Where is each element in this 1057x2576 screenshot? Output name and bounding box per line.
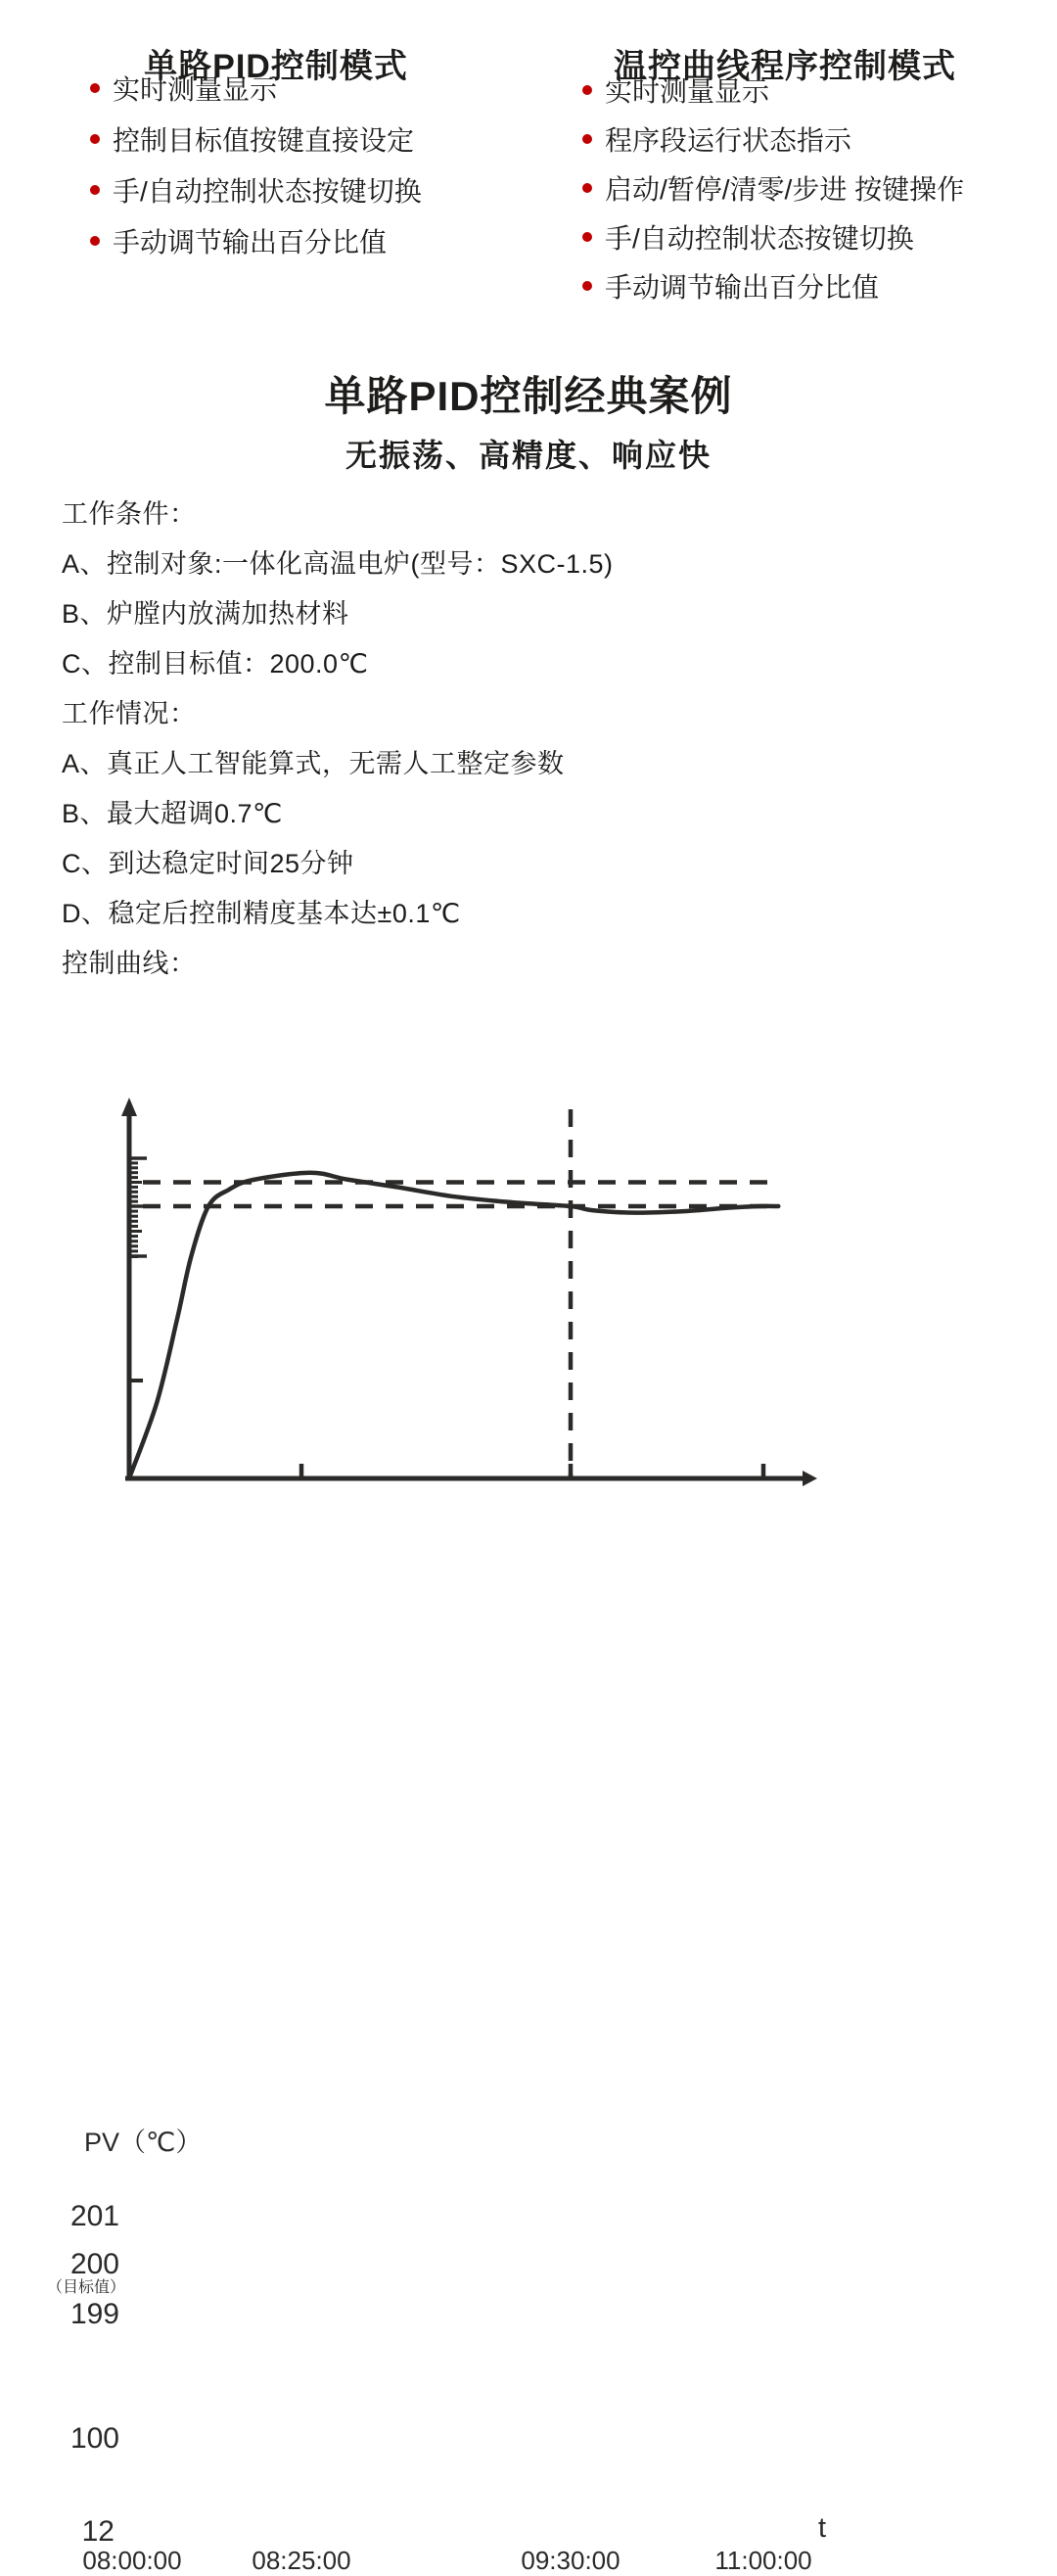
list-item bbox=[582, 261, 964, 310]
left-column-title: 单路PID控制模式 bbox=[144, 48, 408, 86]
feature-label: 手/自动控制状态按键切换 bbox=[113, 176, 422, 207]
case-study-title: 单路PID控制经典案例 bbox=[324, 373, 733, 419]
list-item bbox=[582, 164, 964, 212]
bullet-dot-icon bbox=[90, 236, 100, 246]
body-line: C、控制目标值：200.0℃ bbox=[62, 649, 369, 679]
bullet-dot-icon bbox=[582, 183, 592, 193]
pid-response-chart bbox=[0, 1057, 1057, 2575]
list-item bbox=[90, 114, 422, 164]
feature-label: 手/自动控制状态按键切换 bbox=[605, 223, 914, 254]
list-item bbox=[90, 215, 422, 266]
target-value-annotation: （目标值） bbox=[46, 2279, 125, 2296]
y-tick-label: 200 bbox=[69, 2248, 119, 2280]
bullet-dot-icon bbox=[582, 134, 592, 144]
list-item bbox=[90, 164, 422, 215]
feature-label: 控制目标值按键直接设定 bbox=[113, 125, 415, 156]
y-tick-label: 100 bbox=[69, 2422, 119, 2455]
body-line: B、炉膛内放满加热材料 bbox=[62, 599, 349, 629]
feature-label: 启动/暂停/清零/步进 按键操作 bbox=[605, 174, 965, 205]
case-study-subtitle: 无振荡、高精度、响应快 bbox=[345, 438, 712, 473]
pv-curve bbox=[129, 1173, 778, 1478]
bullet-dot-icon bbox=[582, 85, 592, 95]
body-line: A、控制对象:一体化高温电炉(型号：SXC-1.5) bbox=[62, 549, 614, 579]
feature-label: 程序段运行状态指示 bbox=[605, 125, 852, 156]
body-line: B、最大超调0.7℃ bbox=[62, 799, 283, 828]
body-line: 工作条件： bbox=[62, 499, 197, 529]
body-line: 控制曲线： bbox=[62, 949, 197, 978]
list-item bbox=[90, 63, 422, 114]
list-item bbox=[582, 115, 964, 164]
right-feature-list bbox=[582, 66, 964, 310]
feature-label: 实时测量显示 bbox=[113, 74, 278, 105]
x-axis-title: t bbox=[818, 2512, 827, 2544]
list-item bbox=[582, 212, 964, 261]
y-tick-label: 199 bbox=[69, 2298, 119, 2330]
y-axis-title: PV（℃） bbox=[84, 2128, 203, 2157]
body-line: C、到达稳定时间25分钟 bbox=[62, 849, 354, 878]
bullet-dot-icon bbox=[90, 83, 100, 93]
chart-canvas bbox=[0, 1057, 1057, 1529]
body-line: D、稳定后控制精度基本达±0.1℃ bbox=[62, 899, 461, 928]
x-tick-label: 08:25:00 bbox=[252, 2546, 351, 2575]
feature-label: 实时测量显示 bbox=[605, 76, 770, 107]
y-tick-label: 201 bbox=[69, 2200, 119, 2232]
bullet-dot-icon bbox=[582, 232, 592, 242]
case-study-body bbox=[62, 487, 1001, 986]
bullet-dot-icon bbox=[582, 281, 592, 291]
x-tick-label: 09:30:00 bbox=[521, 2546, 620, 2575]
feature-label: 手动调节输出百分比值 bbox=[605, 272, 880, 303]
y-axis-arrow-icon bbox=[121, 1098, 137, 1116]
y-tick-label: 12 bbox=[81, 2515, 115, 2548]
body-line: A、真正人工智能算式，无需人工整定参数 bbox=[62, 749, 565, 778]
x-axis-arrow-icon bbox=[803, 1471, 817, 1486]
x-tick-label: 11:00:00 bbox=[714, 2546, 812, 2575]
bullet-dot-icon bbox=[90, 185, 100, 195]
bullet-dot-icon bbox=[90, 134, 100, 144]
feature-label: 手动调节输出百分比值 bbox=[113, 227, 388, 258]
x-tick-label: 08:00:00 bbox=[82, 2546, 182, 2575]
body-line: 工作情况： bbox=[62, 699, 197, 728]
list-item bbox=[582, 66, 964, 115]
left-feature-list bbox=[90, 63, 422, 266]
right-column-title: 温控曲线程序控制模式 bbox=[614, 48, 956, 86]
